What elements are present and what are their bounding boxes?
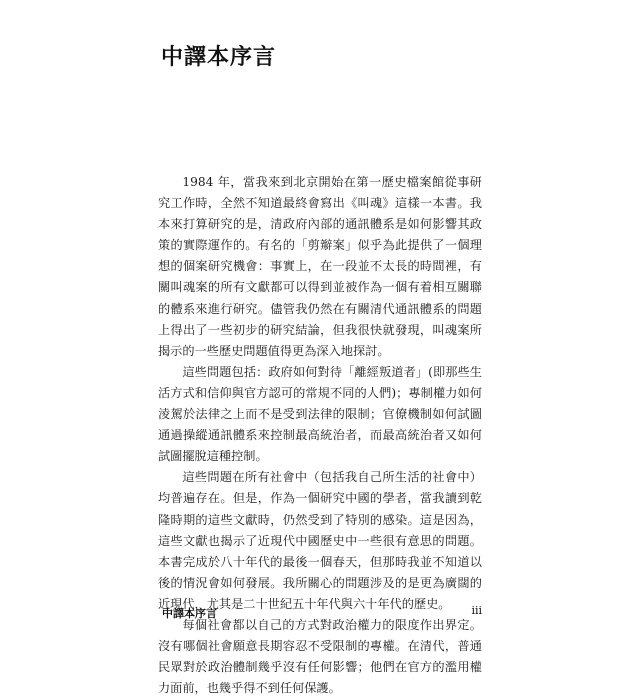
page-number: iii <box>471 604 482 617</box>
paragraph-4: 每個社會都以自己的方式對政治權力的限度作出界定。沒有哪個社會願意長期容忍不受限制的專權。在清代，普通民眾對於政治體制幾乎沒有任何影響；他們在官方的濫用權力面前，也幾乎得不到任何保護。 <box>158 617 482 696</box>
paragraph-2: 這些問題包括：政府如何對待「離經叛道者」(即那些生活方式和信仰與官方認可的常規不同的人們)；專制權力如何淩駕於法律之上而不是受到法律的限制；官僚機制如何試圖通過操縱通訊體系來控制最高統治者，而最高統治者又如何試圖擺脫這種控制。 <box>158 364 482 464</box>
paragraph-3: 這些問題在所有社會中（包括我自己所生活的社會中）均普遍存在。但是，作為一個研究中國的學者，當我讀到乾隆時期的這些文獻時，仍然受到了特別的感染。這是因為，這些文獻也揭示了近現代中國歷史中一些很有意思的問題。本書完成於八十年代的最後一個春天，但那時我並不知道以後的情況會如何發展。我所關心的問題涉及的是更為廣闊的近現代，尤其是二十世紀五十年代與六十年代的歷史。 <box>158 470 482 611</box>
page-title: 中譯本序言 <box>161 45 277 70</box>
running-footer-title: 中譯本序言 <box>162 607 217 620</box>
paragraph-1: 1984 年，當我來到北京開始在第一歷史檔案館從事研究工作時，全然不知道最終會寫出《叫魂》這樣一本書。我本來打算研究的是，清政府內部的通訊體系是如何影響其政策的實際運作的。有名的「剪辮案」似乎為此提供了一個理想的個案研究機會：事實上，在一段並不太長的時間裡，有關叫魂案的所有文獻都可以得到並被作為一個有着相互關聯的體系來進行研究。儘管我仍然在有關清代通訊體系的問題上得出了一些初步的研究結論，但我很快就發現，叫魂案所揭示的一些歷史問題值得更為深入地探討。 <box>158 175 482 358</box>
